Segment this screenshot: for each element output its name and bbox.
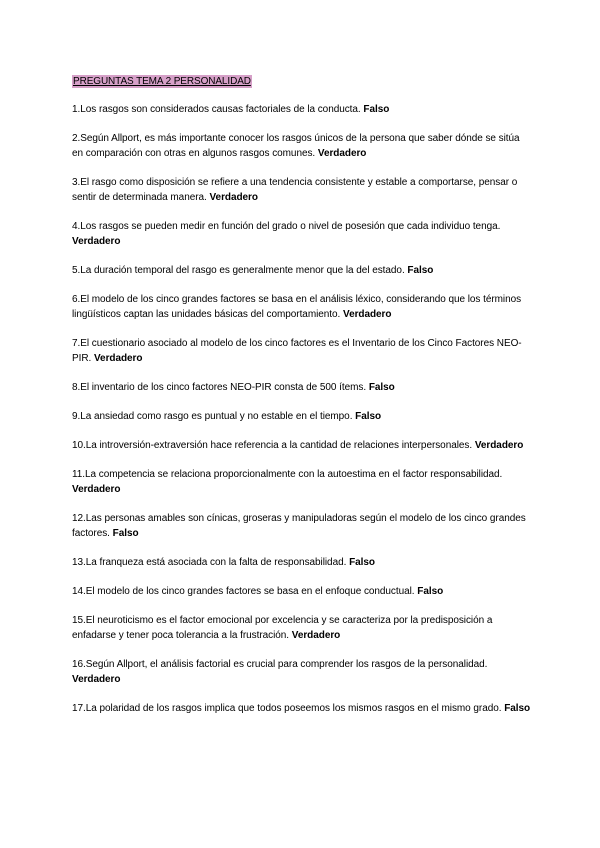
- question-item: [72, 584, 532, 599]
- question-text: 11.La competencia se relaciona proporcionalmente con la autoestima en el factor responsabilidad.: [72, 469, 503, 480]
- question-item: [72, 613, 532, 643]
- question-list: [72, 102, 532, 716]
- question-text: 13.La franqueza está asociada con la falta de responsabilidad.: [72, 557, 347, 568]
- question-text: 9.La ansiedad como rasgo es puntual y no estable en el tiempo.: [72, 411, 353, 422]
- question-item: [72, 131, 532, 161]
- question-answer: Verdadero: [72, 674, 121, 685]
- question-answer: Falso: [368, 382, 395, 393]
- question-item: [72, 657, 532, 687]
- question-answer: Verdadero: [209, 192, 258, 203]
- question-answer: Falso: [349, 557, 375, 568]
- question-item: [72, 175, 532, 205]
- question-text: 12.Las personas amables son cínicas, groseras y manipuladoras según el modelo de los cinco grandes factores.: [72, 513, 526, 539]
- question-answer: Verdadero: [291, 630, 341, 641]
- question-text: 3.El rasgo como disposición se refiere a una tendencia consistente y estable a comportarse, pensar o sentir de determinada manera.: [72, 177, 518, 203]
- question-item: [72, 292, 532, 322]
- question-item: [72, 102, 532, 117]
- question-answer: Falso: [363, 104, 390, 115]
- document-title: PREGUNTAS TEMA 2 PERSONALIDAD: [73, 76, 251, 87]
- question-text: 17.La polaridad de los rasgos implica que todos poseemos los mismos rasgos en el mismo grado.: [72, 703, 502, 714]
- question-answer: Falso: [504, 703, 531, 714]
- question-text: 8.El inventario de los cinco factores NEO-PIR consta de 500 ítems.: [72, 382, 367, 393]
- question-text: 2.Según Allport, es más importante conocer los rasgos únicos de la persona que saber dónde se sitúa en comparación con otras en algunos rasgos comunes.: [72, 133, 520, 159]
- question-answer: Falso: [417, 586, 444, 597]
- question-text: 4.Los rasgos se pueden medir en función del grado o nivel de posesión que cada individuo tenga.: [72, 221, 501, 232]
- question-item: [72, 336, 532, 366]
- question-item: [72, 701, 532, 716]
- question-item: [72, 219, 532, 249]
- question-answer: Verdadero: [343, 309, 392, 320]
- question-text: 14.El modelo de los cinco grandes factores se basa en el enfoque conductual.: [72, 586, 415, 597]
- question-answer: Verdadero: [72, 484, 121, 495]
- question-item: [72, 438, 532, 453]
- question-item: [72, 409, 532, 424]
- question-item: [72, 511, 532, 541]
- document-content: [72, 71, 532, 730]
- question-answer: Falso: [112, 528, 139, 539]
- question-item: [72, 467, 532, 497]
- question-text: 1.Los rasgos son considerados causas factoriales de la conducta.: [72, 104, 361, 115]
- question-item: [72, 555, 532, 570]
- question-answer: Verdadero: [72, 236, 121, 247]
- question-answer: Verdadero: [93, 353, 143, 364]
- question-answer: Falso: [355, 411, 382, 422]
- question-text: 7.El cuestionario asociado al modelo de los cinco factores es el Inventario de los Cinco Factores NEO-PIR.: [72, 338, 522, 364]
- question-answer: Verdadero: [317, 148, 367, 159]
- question-text: 6.El modelo de los cinco grandes factores se basa en el análisis léxico, considerando que los términos lingüísticos captan las unidades básicas del comportamiento.: [72, 294, 522, 320]
- question-text: 10.La introversión-extraversión hace referencia a la cantidad de relaciones interpersonales.: [72, 440, 473, 451]
- question-text: 16.Según Allport, el análisis factorial es crucial para comprender los rasgos de la personalidad.: [72, 659, 488, 670]
- question-answer: Falso: [407, 265, 434, 276]
- question-text: 5.La duración temporal del rasgo es generalmente menor que la del estado.: [72, 265, 405, 276]
- question-item: [72, 380, 532, 395]
- question-item: [72, 263, 532, 278]
- question-answer: Verdadero: [474, 440, 524, 451]
- question-text: 15.El neuroticismo es el factor emocional por excelencia y se caracteriza por la predisposición a enfadarse y tener poca tolerancia a la frustración.: [72, 615, 493, 641]
